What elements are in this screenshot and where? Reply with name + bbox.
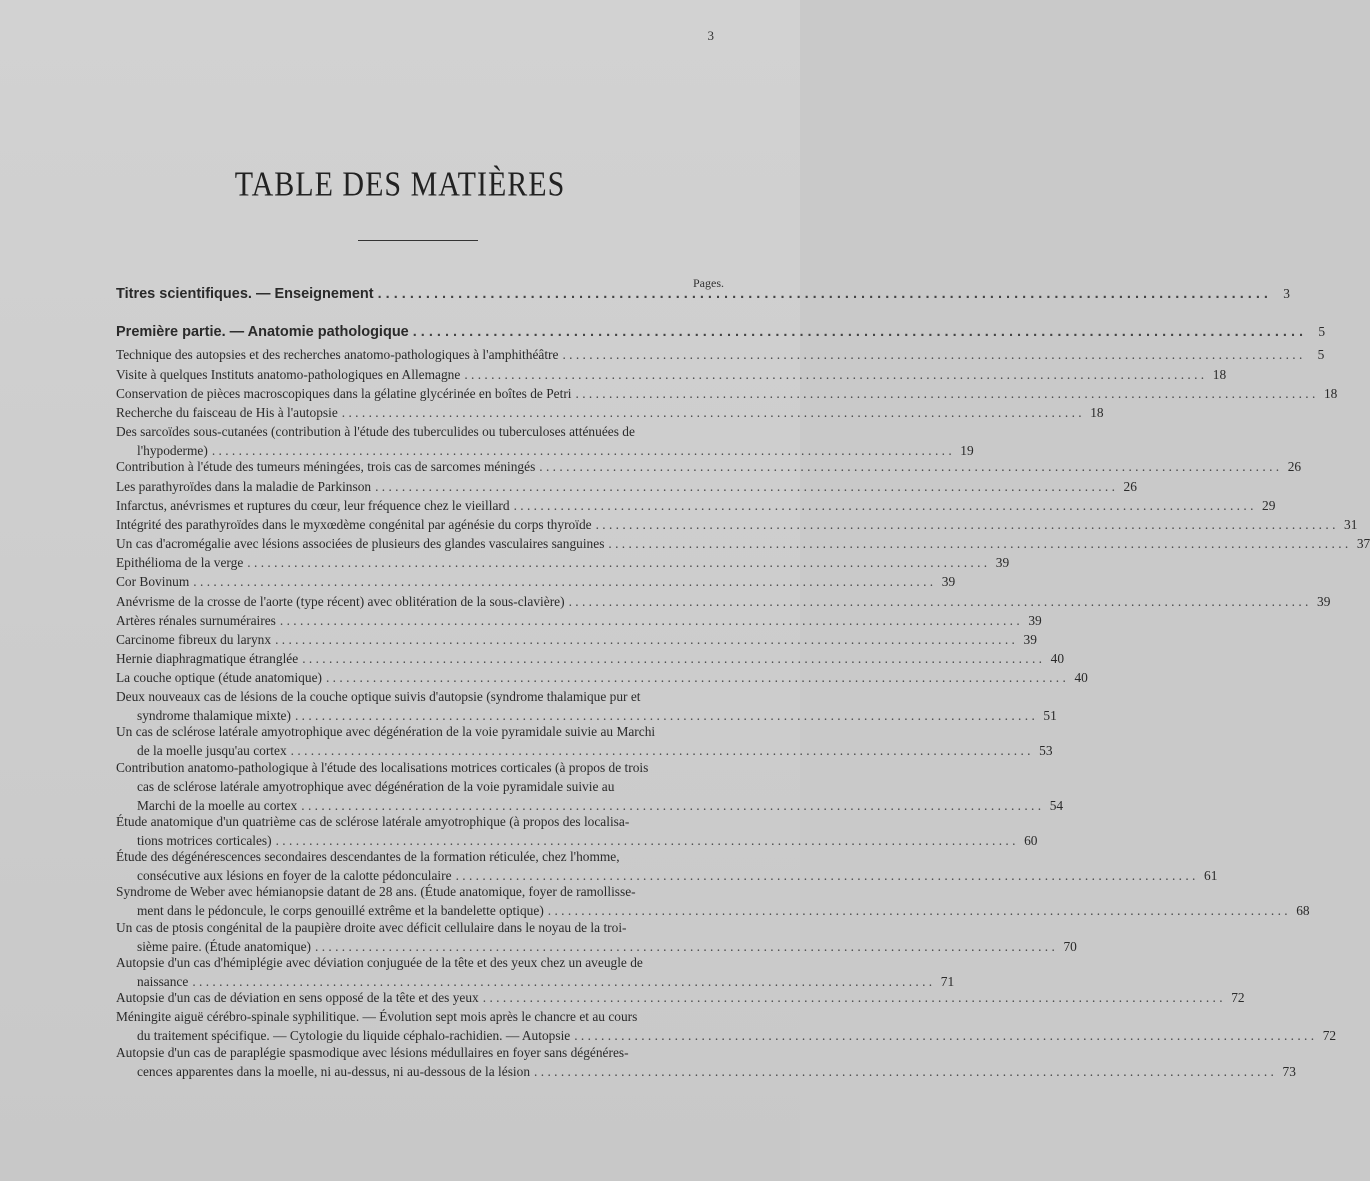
toc-entry — [116, 988, 1245, 1007]
toc-entry-text: Intégrité des parathyroïdes dans le myxœdème congénital par agénésie du corps thyroïde — [116, 517, 592, 532]
toc-page-number: 39 — [941, 574, 956, 589]
toc-entry-text: Visite à quelques Instituts anatomo-pathologiques en Allemagne — [116, 367, 461, 382]
toc-entry — [116, 457, 1302, 476]
toc-entry-text: sième paire. (Étude anatomique) — [137, 939, 312, 954]
toc-entry-text: Epithélioma de la verge — [116, 555, 244, 570]
toc-entry — [116, 630, 1037, 649]
dot-leader — [247, 553, 987, 572]
toc-entry-text: Autopsie d'un cas de déviation en sens opposé de la tête et des yeux — [116, 990, 479, 1005]
toc-entry-text: Recherche du faisceau de His à l'autopsie — [116, 405, 338, 420]
toc-entry — [116, 384, 1338, 403]
pages-column-label: Pages. — [693, 276, 724, 290]
toc-entry — [116, 953, 955, 991]
toc-entry — [116, 649, 1065, 668]
page-number: 3 — [707, 28, 714, 43]
toc-entry-text: Anévrisme de la crosse de l'aorte (type récent) avec oblitération de la sous-clavière) — [116, 594, 565, 609]
toc-entry-line — [116, 496, 1276, 515]
toc-page-number: 18 — [1090, 405, 1104, 420]
dot-leader — [534, 1062, 1274, 1081]
toc-entry — [116, 422, 974, 460]
toc-entry-text: consécutive aux lésions en foyer de la calotte pédonculaire — [137, 868, 452, 883]
toc-entry-line — [116, 365, 1227, 384]
toc-entry — [116, 572, 956, 591]
toc-entry — [116, 592, 1331, 611]
toc-page-number: 39 — [995, 555, 1010, 570]
dot-leader — [326, 668, 1066, 687]
toc-page-number: 18 — [1212, 367, 1227, 382]
title-rule — [358, 240, 478, 241]
toc-page-number: 26 — [1287, 459, 1302, 474]
toc-page-number: 39 — [1317, 594, 1331, 609]
toc-entry-text: Hernie diaphragmatique étranglée — [116, 651, 299, 666]
toc-entry-line — [116, 847, 724, 866]
toc-entry-line — [116, 477, 1137, 496]
toc-entry-text: Contribution anatomo-pathologique à l'étude des localisations motrices corticales (à propos de trois — [116, 760, 649, 775]
toc-entry — [116, 882, 1310, 920]
toc-entry-line — [116, 687, 724, 706]
toc-section-heading — [116, 284, 1290, 303]
toc-entry-text: Marchi de la moelle au cortex — [137, 798, 298, 813]
toc-entry — [116, 515, 1358, 534]
page-title: TABLE DES MATIÈRES — [234, 165, 566, 204]
toc-entry-text: Cor Bovinum — [116, 574, 190, 589]
toc-entry-line — [116, 1007, 724, 1026]
toc-entry-line — [116, 812, 724, 831]
toc-entry-text: l'hypoderme) — [137, 443, 208, 458]
toc-entry-text: Un cas de ptosis congénital de la paupière droite avec déficit cellulaire dans le noyau de la troi- — [116, 920, 627, 935]
toc-entry-text: La couche optique (étude anatomique) — [116, 670, 322, 685]
toc-entry-line — [116, 403, 1104, 422]
toc-entry-text: cas de sclérose latérale amyotrophique avec dégénération de la voie pyramidale suivie au — [137, 779, 615, 794]
toc-page-number: 70 — [1063, 939, 1077, 954]
toc-entry-text: naissance — [137, 974, 189, 989]
toc-entry-line — [116, 722, 724, 741]
toc-entry-text: Méningite aiguë cérébro-spinale syphilitique. — Évolution sept mois après le chancre et au cours — [116, 1009, 638, 1024]
toc-page-number: 53 — [1039, 743, 1053, 758]
toc-entry-line — [116, 649, 1065, 668]
dot-leader — [193, 572, 933, 591]
dot-leader — [596, 515, 1336, 534]
toc-page-number: 5 — [1317, 347, 1325, 362]
toc-entry-line — [116, 553, 1010, 572]
toc-page-number: 68 — [1296, 903, 1310, 918]
toc-page-number: 40 — [1074, 670, 1088, 685]
toc-page-number: 51 — [1043, 708, 1057, 723]
toc-entry-line — [116, 611, 1042, 630]
toc-entry — [116, 553, 1010, 572]
toc-entry-line — [116, 422, 724, 441]
toc-entry-text: Les parathyroïdes dans la maladie de Parkinson — [116, 479, 372, 494]
dot-leader — [275, 630, 1015, 649]
dot-leader — [483, 988, 1223, 1007]
toc-entry-line — [116, 1043, 724, 1062]
toc-entry-text: Étude anatomique d'un quatrième cas de sclérose latérale amyotrophique (à propos des localisa- — [116, 814, 630, 829]
toc-entry-text: tions motrices corticales) — [137, 833, 272, 848]
toc-page-number: 39 — [1023, 632, 1037, 647]
toc-entry-text: Technique des autopsies et des recherches anatomo-pathologiques à l'amphithéâtre — [116, 347, 559, 362]
dot-leader — [302, 649, 1042, 668]
toc-entry-text: Étude des dégénérescences secondaires descendantes de la formation réticulée, chez l'homme, — [116, 849, 620, 864]
toc-entry-text: Carcinome fibreux du larynx — [116, 632, 272, 647]
toc-entry — [116, 477, 1137, 496]
toc-entry-text: de la moelle jusqu'au cortex — [137, 743, 287, 758]
toc-entry — [116, 847, 1218, 885]
dot-leader — [539, 457, 1279, 476]
toc-entry-text: Première partie. — Anatomie pathologique — [116, 324, 409, 340]
toc-entry-line — [116, 668, 1088, 687]
toc-entry — [116, 496, 1276, 515]
toc-entry-text: Syndrome de Weber avec hémianopsie datant de 28 ans. (Étude anatomique, foyer de ramollisse- — [116, 884, 636, 899]
toc-entry-line — [116, 457, 1302, 476]
toc-entry — [116, 812, 1038, 850]
dot-leader — [608, 534, 1348, 553]
toc-entry-text: du traitement spécifique. — Cytologie du liquide céphalo-rachidien. — Autopsie — [137, 1028, 571, 1043]
dot-leader — [378, 285, 1268, 304]
toc-entry-line — [116, 630, 1037, 649]
toc-entry-text: cences apparentes dans la moelle, ni au-dessus, ni au-dessous de la lésion — [137, 1064, 531, 1079]
toc-entry-line — [116, 918, 724, 937]
toc-page-number: 71 — [940, 974, 955, 989]
toc-entry — [116, 1007, 1337, 1045]
toc-entry — [116, 918, 1077, 956]
toc-page-number: 61 — [1204, 868, 1218, 883]
toc-entry-text: Conservation de pièces macroscopiques dans la gélatine glycérinée en boîtes de Petri — [116, 386, 572, 401]
toc-entry-line — [116, 572, 956, 591]
toc-entry-line — [116, 534, 1370, 553]
toc-page-number: 29 — [1262, 498, 1276, 513]
dot-leader — [562, 345, 1302, 364]
toc-entry-line — [116, 953, 724, 972]
toc-entry — [116, 534, 1370, 553]
toc-entry-line — [116, 345, 1325, 364]
toc-page-number: 18 — [1323, 386, 1338, 401]
toc-page-number: 54 — [1049, 798, 1064, 813]
toc-entry — [116, 668, 1088, 687]
toc-entry — [116, 722, 1053, 760]
dot-leader — [342, 403, 1082, 422]
dot-leader — [464, 365, 1204, 384]
toc-entry-text: Artères rénales surnuméraires — [116, 613, 276, 628]
dot-leader — [280, 611, 1020, 630]
toc-page-number: 72 — [1322, 1028, 1337, 1043]
toc-page-number: 40 — [1050, 651, 1065, 666]
toc-entry — [116, 403, 1104, 422]
dot-leader — [413, 323, 1303, 342]
toc-entry-line — [116, 384, 1338, 403]
dot-leader — [514, 496, 1254, 515]
toc-entry-line — [116, 284, 1290, 303]
toc-entry — [116, 687, 1057, 725]
toc-entry-text: Autopsie d'un cas d'hémiplégie avec déviation conjuguée de la tête et des yeux chez un aveugle de — [116, 955, 643, 970]
toc-entry-text: ment dans le pédoncule, le corps genouillé extrême et la bandelette optique) — [137, 903, 544, 918]
toc-entry-line — [116, 777, 724, 796]
toc-entry — [116, 758, 1064, 815]
toc-entry — [116, 365, 1227, 384]
toc-entry-line — [116, 515, 1358, 534]
toc-entry-line — [116, 1062, 1296, 1081]
toc-entry-line — [116, 322, 1326, 341]
toc-section-heading — [116, 322, 1326, 341]
toc-entry-text: Contribution à l'étude des tumeurs méningées, trois cas de sarcomes méningés — [116, 459, 536, 474]
toc-entry-text: Des sarcoïdes sous-cutanées (contribution à l'étude des tuberculides ou tuberculoses atténuées de — [116, 424, 635, 439]
toc-entry-text: Autopsie d'un cas de paraplégie spasmodique avec lésions médullaires en foyer sans dégénéres- — [116, 1045, 629, 1060]
toc-page-number: 73 — [1282, 1064, 1296, 1079]
toc-entry-text: Un cas de sclérose latérale amyotrophique avec dégénération de la voie pyramidale suivie au Marchi — [116, 724, 656, 739]
toc-page-number: 26 — [1123, 479, 1137, 494]
toc-page-number: 19 — [960, 443, 974, 458]
toc-entry-text: Deux nouveaux cas de lésions de la couche optique suivis d'autopsie (syndrome thalamique pur et — [116, 689, 641, 704]
toc-entry-text: Titres scientifiques. — Enseignement — [116, 286, 374, 302]
toc-page-number: 37 — [1356, 536, 1370, 551]
toc-entry-line — [116, 758, 724, 777]
toc-page-number: 3 — [1283, 286, 1290, 301]
toc-entry-text: Infarctus, anévrismes et ruptures du cœur, leur fréquence chez le vieillard — [116, 498, 510, 513]
toc-entry-text: Un cas d'acromégalie avec lésions associées de plusieurs des glandes vasculaires sanguines — [116, 536, 605, 551]
toc-page-number: 72 — [1231, 990, 1245, 1005]
toc-page-number: 39 — [1028, 613, 1042, 628]
toc-page-number: 60 — [1024, 833, 1038, 848]
toc-entry — [116, 1043, 1296, 1081]
toc-page-number: 5 — [1318, 324, 1326, 339]
toc-entry — [116, 345, 1325, 364]
toc-page-number: 31 — [1344, 517, 1358, 532]
toc-entry — [116, 611, 1042, 630]
dot-leader — [375, 477, 1115, 496]
toc-entry-line — [116, 988, 1245, 1007]
dot-leader — [569, 592, 1309, 611]
toc-entry-line — [116, 882, 724, 901]
dot-leader — [576, 384, 1316, 403]
toc-entry-text: syndrome thalamique mixte) — [137, 708, 291, 723]
toc-entry-line — [116, 592, 1331, 611]
